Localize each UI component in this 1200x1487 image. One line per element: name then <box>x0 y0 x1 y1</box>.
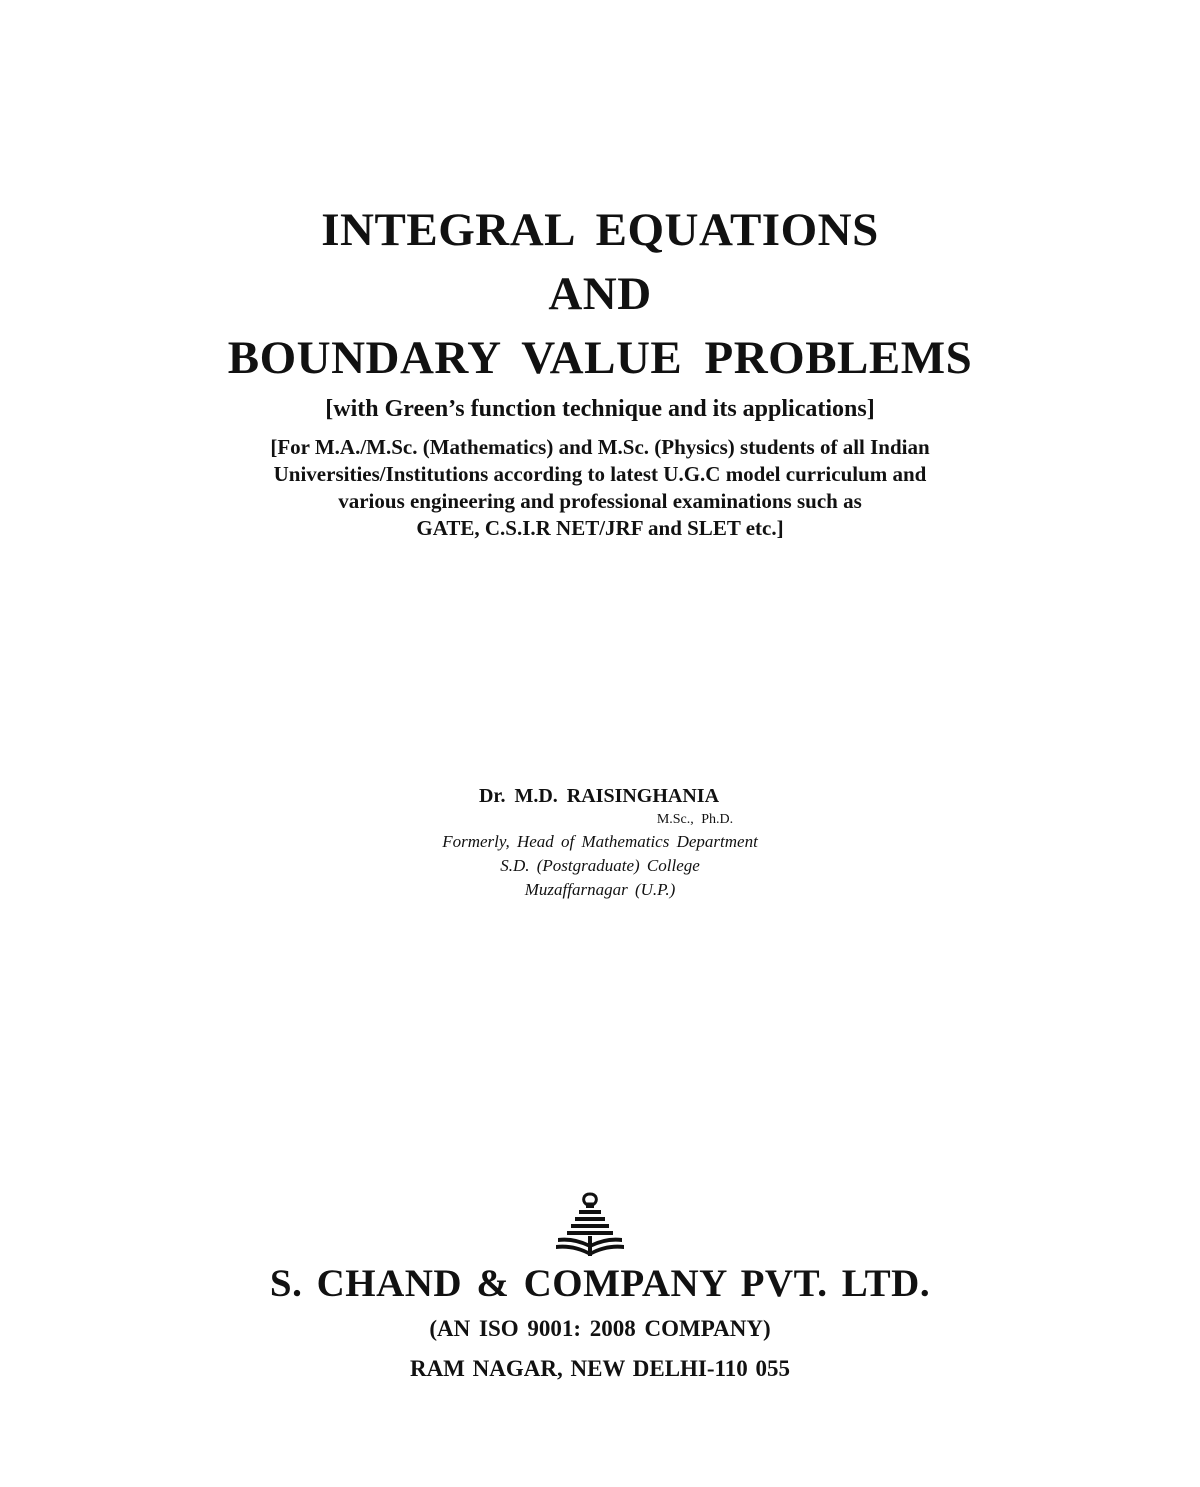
book-lamp-logo-icon <box>552 1192 628 1258</box>
book-title-line-2: AND <box>548 268 652 320</box>
author-degrees: M.Sc., Ph.D. <box>656 812 734 827</box>
title-block <box>0 198 1200 542</box>
book-subtitle: [with Green’s function technique and its applications] <box>325 396 875 422</box>
publisher-iso-note: (AN ISO 9001: 2008 COMPANY) <box>429 1316 771 1341</box>
author-affiliation-line: S.D. (Postgraduate) College <box>500 856 700 875</box>
audience-line: Universities/Institutions according to latest U.G.C model curriculum and <box>273 462 927 486</box>
author-block <box>0 782 1200 902</box>
book-title-line-3: BOUNDARY VALUE PROBLEMS <box>227 332 973 384</box>
author-affiliation-line: Muzaffarnagar (U.P.) <box>524 880 676 899</box>
book-title-line-1: INTEGRAL EQUATIONS <box>321 204 879 256</box>
publisher-address: RAM NAGAR, NEW DELHI-110 055 <box>409 1356 791 1381</box>
audience-line: various engineering and professional examinations such as <box>338 489 862 513</box>
publisher-name: S. CHAND & COMPANY PVT. LTD. <box>269 1262 931 1305</box>
author-name: Dr. M.D. RAISINGHANIA <box>478 785 720 807</box>
author-affiliation-line: Formerly, Head of Mathematics Department <box>442 832 758 851</box>
audience-note <box>0 434 1200 542</box>
audience-line: [For M.A./M.Sc. (Mathematics) and M.Sc. (Physics) students of all Indian <box>270 435 930 459</box>
audience-line: GATE, C.S.I.R NET/JRF and SLET etc.] <box>416 516 784 540</box>
publisher-block <box>0 1258 1200 1386</box>
